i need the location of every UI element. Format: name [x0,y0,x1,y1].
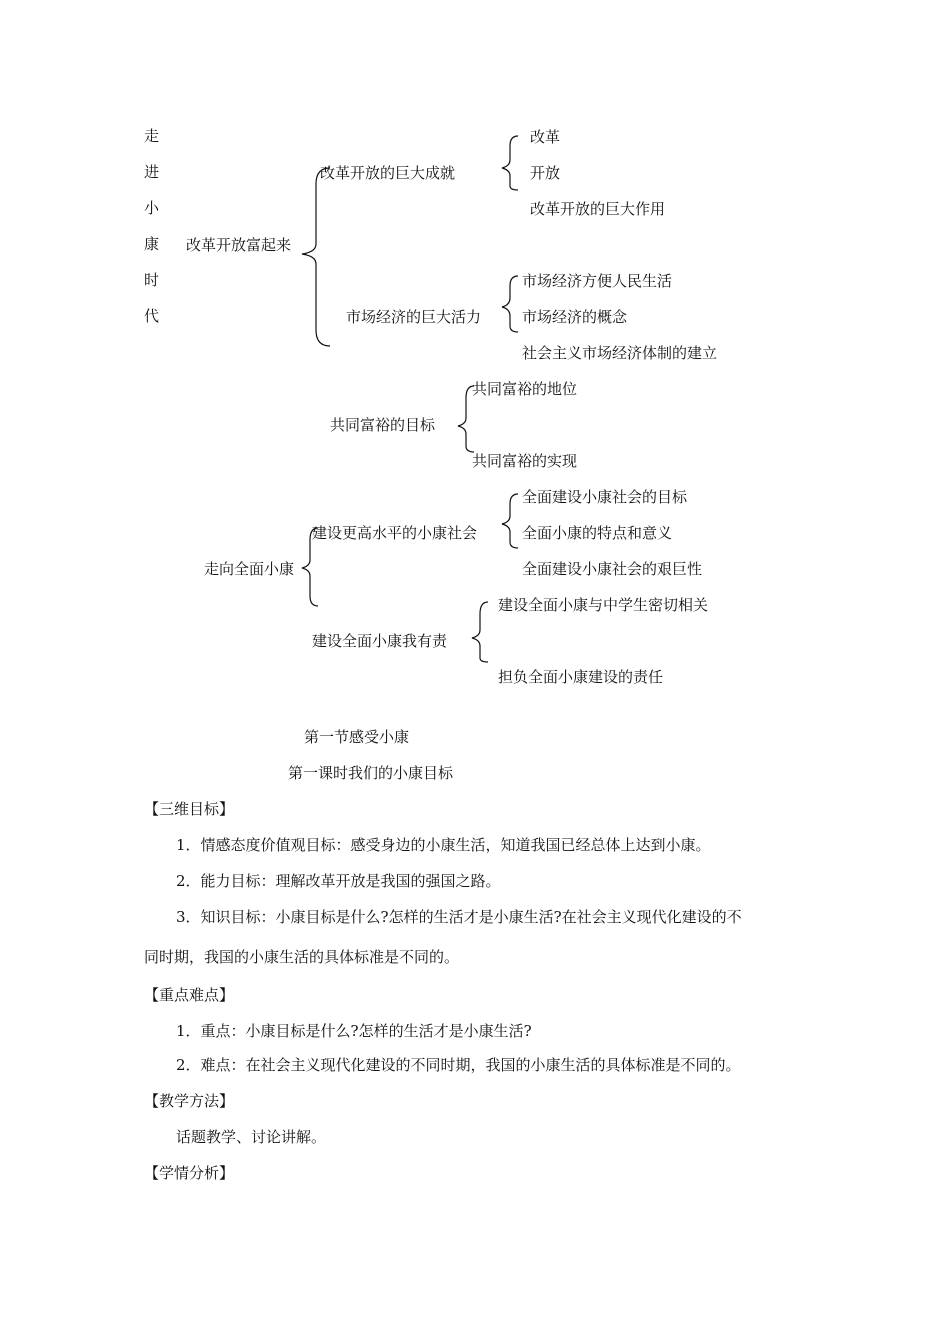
lesson-title: 第一课时我们的小康目标 [288,764,454,782]
outline-item: 担负全面小康建设的责任 [498,668,664,686]
goal-item: 2．能力目标：理解改革开放是我国的强国之路。 [176,872,501,890]
brace-branch3-sub2 [472,602,488,662]
outline-item: 建设全面小康与中学生密切相关 [498,596,709,614]
branch3-sub2-label: 建设全面小康我有责 [312,632,448,650]
method-text: 话题教学、讨论讲解。 [176,1128,327,1146]
vertical-char: 走 [144,127,160,145]
vertical-char: 进 [144,163,160,181]
branch3-sub1-label: 建设更高水平的小康社会 [312,524,478,542]
heading-analysis: 【学情分析】 [144,1164,235,1182]
outline-item: 共同富裕的实现 [472,452,578,470]
outline-item: 市场经济方便人民生活 [522,272,673,290]
heading-key-points: 【重点难点】 [144,986,235,1004]
outline-item: 开放 [530,164,561,182]
branch1-sub2-label: 市场经济的巨大活力 [346,308,482,326]
section-title: 第一节感受小康 [304,728,410,746]
brace-branch1-sub2 [502,276,518,332]
outline-item: 共同富裕的地位 [472,380,578,398]
vertical-char: 代 [144,307,160,325]
outline-item: 社会主义市场经济体制的建立 [522,344,718,362]
heading-method: 【教学方法】 [144,1092,235,1110]
key-item: 2．难点：在社会主义现代化建设的不同时期，我国的小康生活的具体标准是不同的。 [176,1056,741,1074]
vertical-char: 时 [144,271,160,289]
branch3-label: 走向全面小康 [204,560,295,578]
outline-item: 全面小康的特点和意义 [522,524,673,542]
outline-item: 市场经济的概念 [522,308,628,326]
goal-item: 3．知识目标：小康目标是什么?怎样的生活才是小康生活?在社会主义现代化建设的不 [176,908,742,926]
outline-item: 全面建设小康社会的目标 [522,488,688,506]
goal-item: 1．情感态度价值观目标：感受身边的小康生活，知道我国已经总体上达到小康。 [176,836,711,854]
goal-item-continued: 同时期，我国的小康生活的具体标准是不同的。 [144,948,460,966]
outline-item: 改革 [530,128,561,146]
brace-branch1 [302,168,330,346]
branch1-sub1-label: 改革开放的巨大成就 [320,164,456,182]
vertical-char: 康 [144,235,160,253]
vertical-char: 小 [144,199,160,217]
outline-item: 全面建设小康社会的艰巨性 [522,560,703,578]
outline-item: 改革开放的巨大作用 [530,200,666,218]
branch1-label: 改革开放富起来 [186,236,292,254]
heading-goals: 【三维目标】 [144,800,235,818]
brace-branch3-sub1 [502,494,518,548]
branch2-label: 共同富裕的目标 [330,416,436,434]
key-item: 1．重点：小康目标是什么?怎样的生活才是小康生活? [176,1022,532,1040]
brace-branch1-sub1 [502,136,518,190]
